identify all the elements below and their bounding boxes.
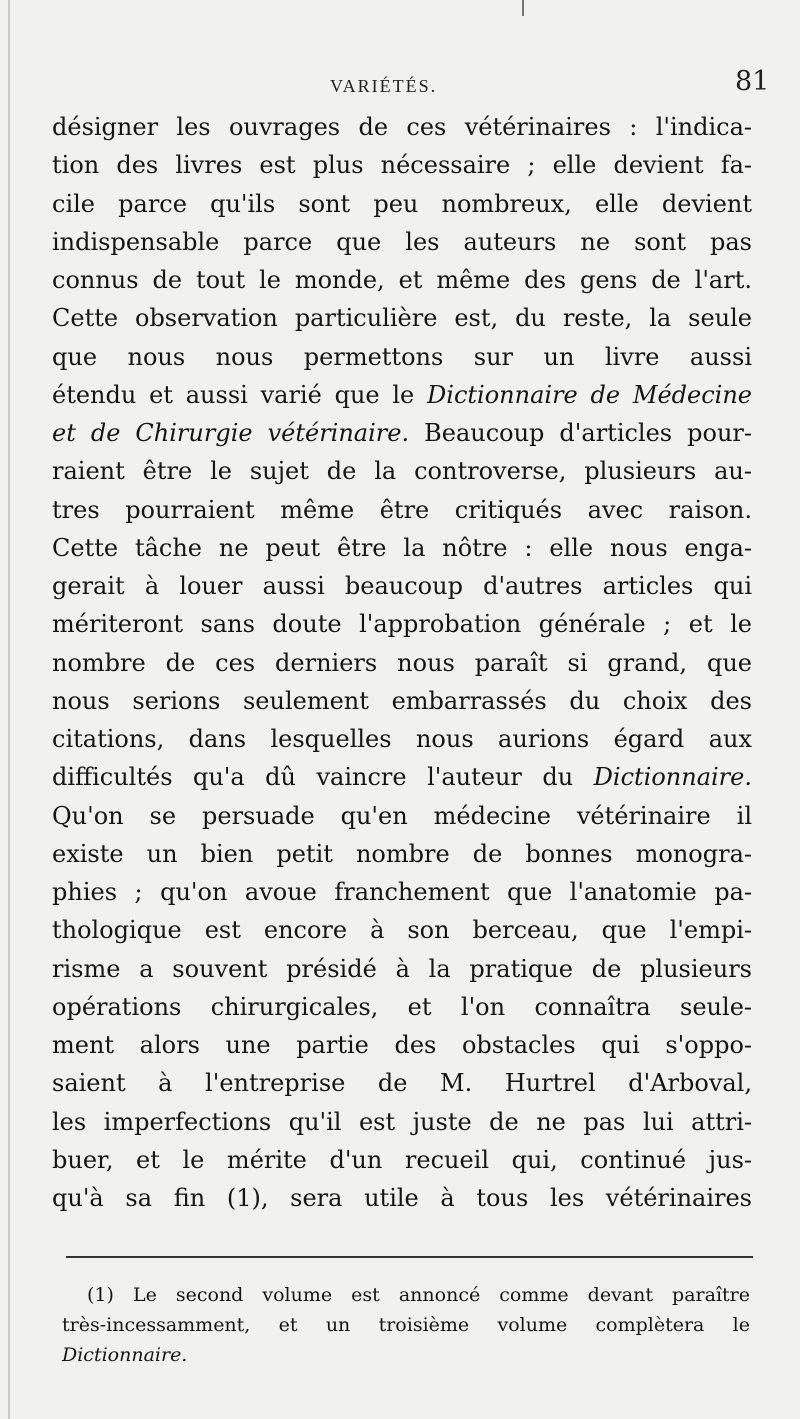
text-line: opérations chirurgicales, et l'on connaîtra seule- — [52, 992, 752, 1021]
text-line: phies ; qu'on avoue franchement que l'anatomie pa- — [52, 878, 752, 906]
footnotes — [62, 1280, 750, 1370]
text-line: étendu et aussi varié que le Dictionnaire de Médecine — [52, 380, 752, 409]
text-line: nous serions seulement embarrassés du choix des — [52, 686, 752, 715]
text-line: citations, dans lesquelles nous aurions égard aux — [52, 725, 752, 753]
text-line: que nous nous permettons sur un livre aussi — [52, 342, 752, 371]
text-line: risme a souvent présidé à la pratique de plusieurs — [52, 954, 752, 983]
text-line: et de Chirurgie vétérinaire. Beaucoup d'articles pour- — [52, 419, 752, 447]
text-line: Cette observation particulière est, du reste, la seule — [52, 304, 752, 333]
text-line: désigner les ouvrages de ces vétérinaires : l'indica- — [52, 113, 752, 141]
page-number: 81 — [735, 66, 770, 97]
text-line: saient à l'entreprise de M. Hurtrel d'Arboval, — [52, 1069, 752, 1098]
italic-title: Dictionnaire. — [62, 1344, 188, 1366]
footnote-line — [62, 1340, 750, 1370]
italic-title: et de Chirurgie vétérinaire. — [52, 419, 410, 447]
text-line: thologique est encore à son berceau, que l'empi- — [52, 916, 752, 945]
footnote-line: très-incessamment, et un troisième volume complètera le — [62, 1314, 750, 1336]
text-line: nombre de ces derniers nous paraît si grand, que — [52, 648, 752, 677]
text-line: Qu'on se persuade qu'en médecine vétérinaire il — [52, 801, 752, 830]
text-line: ment alors une partie des obstacles qui s'oppo- — [52, 1031, 752, 1059]
text-line: indispensable parce que les auteurs ne sont pas — [52, 227, 752, 256]
text-line: Cette tâche ne peut être la nôtre : elle nous enga- — [52, 533, 752, 562]
text-line: buer, et le mérite d'un recueil qui, continué jus- — [52, 1145, 752, 1174]
text-line: mériteront sans doute l'approbation générale ; et le — [52, 610, 752, 639]
text-line: difficultés qu'a dû vaincre l'auteur du Dictionnaire. — [52, 763, 752, 792]
text-line: connus de tout le monde, et même des gens de l'art. — [52, 266, 752, 294]
footnote-rule — [66, 1256, 753, 1258]
text-line: existe un bien petit nombre de bonnes monogra- — [52, 839, 752, 868]
text-line: tion des livres est plus nécessaire ; elle devient fa- — [52, 151, 752, 180]
body-text — [52, 108, 752, 1217]
text-line: tres pourraient même être critiqués avec raison. — [52, 495, 752, 524]
text-line: les imperfections qu'il est juste de ne pas lui attri- — [52, 1107, 752, 1136]
text-line: gerait à louer aussi beaucoup d'autres articles qui — [52, 572, 752, 600]
italic-title: Dictionnaire de Médecine — [427, 380, 752, 409]
text-line: cile parce qu'ils sont peu nombreux, elle devient — [52, 189, 752, 218]
italic-title: Dictionnaire. — [593, 763, 752, 792]
footnote-line: (1) Le second volume est annoncé comme devant paraître — [87, 1284, 750, 1306]
running-title: VARIÉTÉS. — [330, 76, 438, 96]
text-line: qu'à sa fin (1), sera utile à tous les vétérinaires — [52, 1184, 752, 1212]
text-line: raient être le sujet de la controverse, plusieurs au- — [52, 457, 752, 486]
